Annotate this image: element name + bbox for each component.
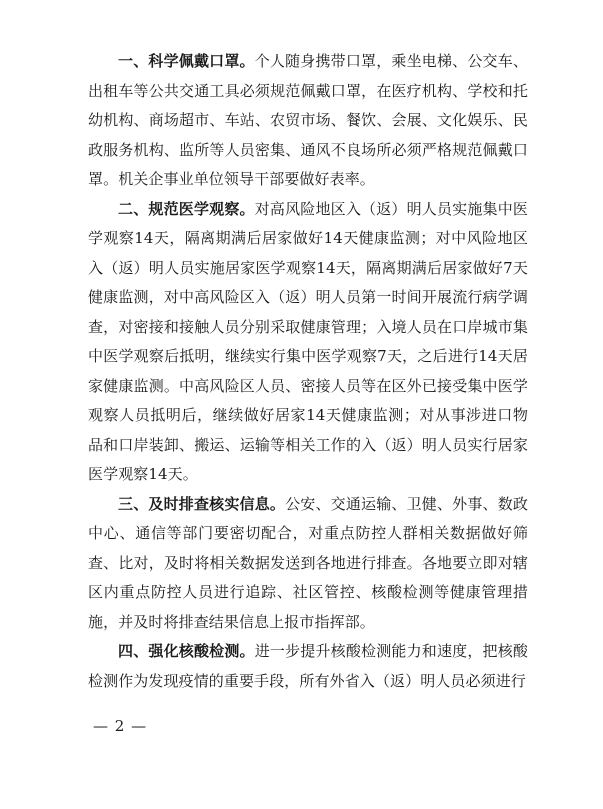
section-2-body: 对高风险地区入（返）明人员实施集中医学观察14天，隔离期满后居家做好14天健康监测；对中风险地区入（返）明人员实施居家医学观察14天，隔离期满后居家做好7天健康监测，对中高风险区入（返）明人员第一时间开展流行病学调查，对密接和接触人员分别采取健康管理；入境人员在口岸城市集中医学观察后抵明，继续实行集中医学观察7天，之后进行14天居家健康监测。中高风险区人员、密接人员等在区外已接受集中医学观察人员抵明后，继续做好居家14天健康监测；对从事涉进口物品和口岸装卸、搬运、运输等相关工作的入（返）明人员实行居家医学观察14天。 [88, 199, 528, 483]
section-1-heading: 一、科学佩戴口罩。 [118, 52, 255, 70]
section-2-heading: 二、规范医学观察。 [118, 199, 255, 218]
section-2 [88, 195, 528, 490]
section-4-body: 进一步提升核酸检测能力和速度，把核酸检测作为发现疫情的重要手段，所有外省入（返）明人员必须进行 [88, 642, 528, 690]
section-3-body: 公安、交通运输、卫健、外事、数政中心、通信等部门要密切配合，对重点防控人群相关数据做好筛查、比对，及时将相关数据发送到各地进行排查。各地要立即对辖区内重点防控人员进行追踪、社区管控、核酸检测等健康管理措施，并及时将排查结果信息上报市指挥部。 [88, 494, 528, 631]
section-4-heading: 四、强化核酸检测。 [118, 642, 255, 660]
section-4 [88, 637, 528, 696]
section-1-body: 个人随身携带口罩，乘坐电梯、公交车、出租车等公共交通工具必须规范佩戴口罩，在医疗机构、学校和托幼机构、商场超市、车站、农贸市场、餐饮、会展、文化娱乐、民政服务机构、监所等人员密集、通风不良场所必须严格规范佩戴口罩。机关企事业单位领导干部要做好表率。 [88, 52, 528, 188]
page-number: — 2 — [93, 717, 148, 735]
section-3-heading: 三、及时排查核实信息。 [118, 494, 286, 513]
document-page [88, 47, 528, 696]
section-3 [88, 490, 528, 638]
section-1 [88, 47, 528, 195]
